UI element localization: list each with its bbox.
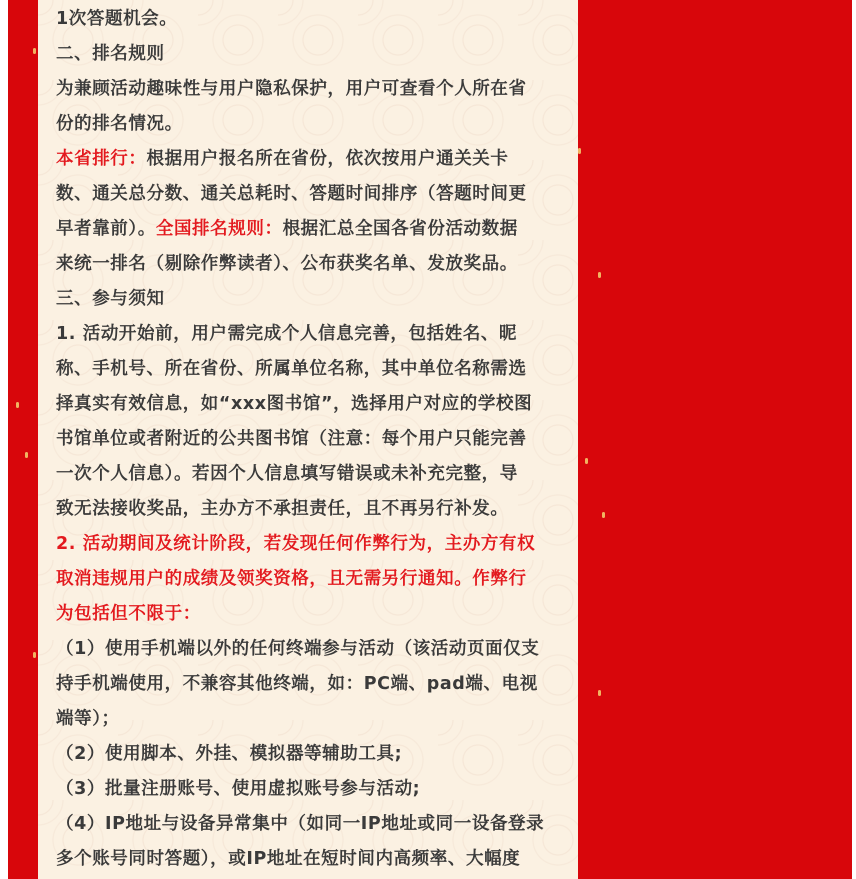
rules-line: 一次个人信息）。若因个人信息填写错误或未补充完整，导 [56, 464, 518, 484]
rules-line: （1）使用手机端以外的任何终端参与活动（该活动页面仅支 [56, 639, 540, 659]
sparkle-decoration [598, 272, 601, 278]
section-heading-ranking: 二、排名规则 [56, 44, 165, 64]
sparkle-decoration [16, 402, 19, 408]
rules-line: 致无法接收奖品，主办方不承担责任，且不再另行补发。 [56, 499, 509, 519]
sparkle-decoration [598, 690, 601, 696]
rules-content [56, 2, 562, 877]
right-edge [852, 0, 856, 879]
rules-text: 早者靠前）。 [56, 219, 156, 239]
left-edge [0, 0, 8, 879]
rules-text: 根据用户报名所在省份，依次按用户通关关卡 [146, 149, 509, 169]
rules-line: （4）IP地址与设备异常集中（如同一IP地址或同一设备登录 [56, 814, 545, 834]
rules-line: 为兼顾活动趣味性与用户隐私保护，用户可查看个人所在省 [56, 79, 527, 99]
rules-item-number: 2. [56, 534, 83, 554]
sparkle-decoration [33, 652, 36, 658]
rules-line: 1次答题机会。 [56, 9, 178, 29]
section-heading-notice: 三、参与须知 [56, 289, 165, 309]
left-red-border [8, 0, 38, 879]
rules-line: （2）使用脚本、外挂、模拟器等辅助工具; [56, 744, 403, 764]
rules-line: 取消违规用户的成绩及领奖资格，且无需另行通知。作弊行 [56, 569, 527, 589]
rules-line [56, 527, 562, 562]
rules-line: 持手机端使用，不兼容其他终端，如：PC端、pad端、电视 [56, 674, 538, 694]
national-ranking-label: 全国排名规则： [155, 219, 283, 239]
rules-line: 端等）； [56, 709, 120, 729]
rules-line: 书馆单位或者附近的公共图书馆（注意：每个用户只能完善 [56, 429, 527, 449]
sparkle-decoration [585, 458, 588, 464]
rules-line: 来统一排名（剔除作弊读者）、公布获奖名单、发放奖品。 [56, 254, 518, 274]
sparkle-decoration [578, 148, 581, 154]
rules-line: 择真实有效信息，如“xxx图书馆”，选择用户对应的学校图 [56, 394, 533, 414]
sparkle-decoration [602, 512, 605, 518]
rules-line [56, 142, 562, 177]
rules-line: 1. 活动开始前，用户需完成个人信息完善，包括姓名、昵 [56, 324, 518, 344]
rules-line: （3）批量注册账号、使用虚拟账号参与活动; [56, 779, 421, 799]
rules-line: 份的排名情况。 [56, 114, 183, 134]
province-ranking-label: 本省排行： [56, 149, 147, 169]
rules-text: 活动期间及统计阶段，若发现任何作弊行为，主办方有权 [82, 534, 536, 554]
rules-text: 根据汇总全国各省份活动数据 [282, 219, 518, 239]
rules-line [56, 212, 562, 247]
sparkle-decoration [33, 48, 36, 54]
rules-panel [38, 0, 578, 879]
sparkle-decoration [25, 452, 28, 458]
rules-line: 数、通关总分数、通关总耗时、答题时间排序（答题时间更 [56, 184, 527, 204]
rules-line: 为包括但不限于： [56, 604, 201, 624]
rules-line: 多个账号同时答题），或IP地址在短时间内高频率、大幅度 [56, 849, 521, 869]
rules-line: 称、手机号、所在省份、所属单位名称，其中单位名称需选 [56, 359, 527, 379]
